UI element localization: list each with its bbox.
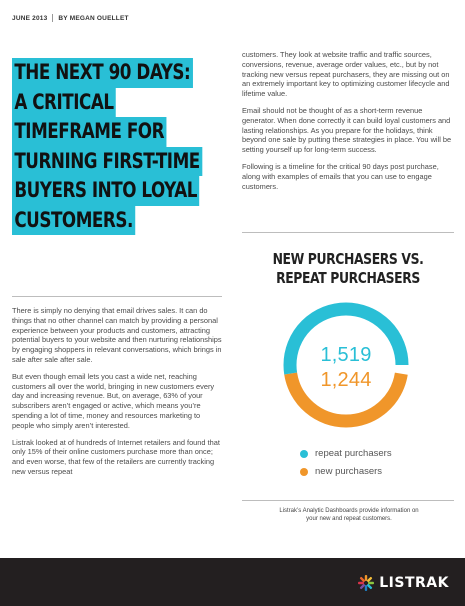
chart-title — [242, 250, 454, 288]
chart-caption — [246, 507, 452, 523]
left-column — [12, 306, 224, 484]
divider — [12, 296, 222, 297]
byline — [12, 14, 129, 22]
legend-dot-new — [300, 468, 308, 476]
paragraph: Following is a timeline for the critical 90 days post purchase, along with examples of emails that you can use to engage customers. — [242, 161, 439, 191]
paragraph: customers. They look at website traffic and traffic sources, conversions, revenue, average order values, etc., but by not tracking new versus repeat purchasers, they are missing out on an extremely important key to optimizing customer lifecycle and lifetime value. — [242, 50, 450, 99]
headline — [12, 58, 217, 235]
starburst-icon — [357, 574, 375, 592]
paragraph: There is simply no denying that email drives sales. It can do things that no other channel can match by providing a personal experience between your products and customers, attracting potential buyers to your website and then nurturing relationships by engaging shoppers in relevant conversations, which brings in sale after sale after sale. — [12, 306, 222, 364]
paragraph: Email should not be thought of as a short-term revenue generator. When done correctly it can build loyal customers and lasting relationships. As you prepare for the holidays, think beyond one sale by putting these strategies in place. You will be setting yourself up for long-term success. — [242, 105, 452, 155]
caption-line: your new and repeat customers. — [306, 516, 392, 522]
chart-legend — [300, 448, 392, 484]
donut-chart — [281, 300, 411, 430]
paragraph: But even though email lets you cast a wide net, reaching customers all over the world, bringing in new customers every day and increasing revenue. But, on average, 63% of your subscribers aren’t engaged or active, which means you’re spending a lot of time, money and resources marketing to people who simply aren’t interested. — [12, 371, 215, 430]
repeat-purchasers-value: 1,519 — [320, 344, 372, 366]
legend-item-repeat — [300, 448, 392, 459]
divider — [242, 232, 454, 233]
headline-line: TIMEFRAME FOR — [12, 117, 166, 147]
divider — [242, 500, 454, 501]
issue-date: JUNE 2013 — [12, 14, 48, 22]
legend-item-new — [300, 466, 392, 477]
caption-line: Listrak’s Analytic Dashboards provide information on — [279, 508, 419, 514]
logo-wordmark: LISTRAK — [379, 575, 449, 591]
footer-bar — [0, 558, 465, 606]
paragraph: Listrak looked at of hundreds of Internet retailers and found that only 15% of their online customers purchase more than once; and even worse, that few of the retailers are currently tracking new versus repeat — [12, 437, 220, 476]
new-purchasers-value: 1,244 — [320, 369, 372, 391]
legend-label: repeat purchasers — [315, 448, 392, 459]
listrak-logo[interactable] — [357, 574, 449, 592]
headline-line: CUSTOMERS. — [12, 206, 135, 236]
legend-dot-repeat — [300, 450, 308, 458]
chart-title-line: REPEAT PURCHASERS — [276, 269, 420, 287]
right-column — [242, 50, 454, 198]
headline-line: TURNING FIRST-TIME — [12, 147, 202, 177]
headline-line: THE NEXT 90 DAYS: — [12, 58, 193, 88]
legend-label: new purchasers — [315, 466, 383, 477]
chart-title-line: NEW PURCHASERS VS. — [272, 250, 424, 268]
byline-divider — [52, 14, 53, 22]
headline-line: A CRITICAL — [12, 88, 116, 118]
author: BY MEGAN OUELLET — [58, 14, 129, 22]
headline-line: BUYERS INTO LOYAL — [12, 176, 199, 206]
